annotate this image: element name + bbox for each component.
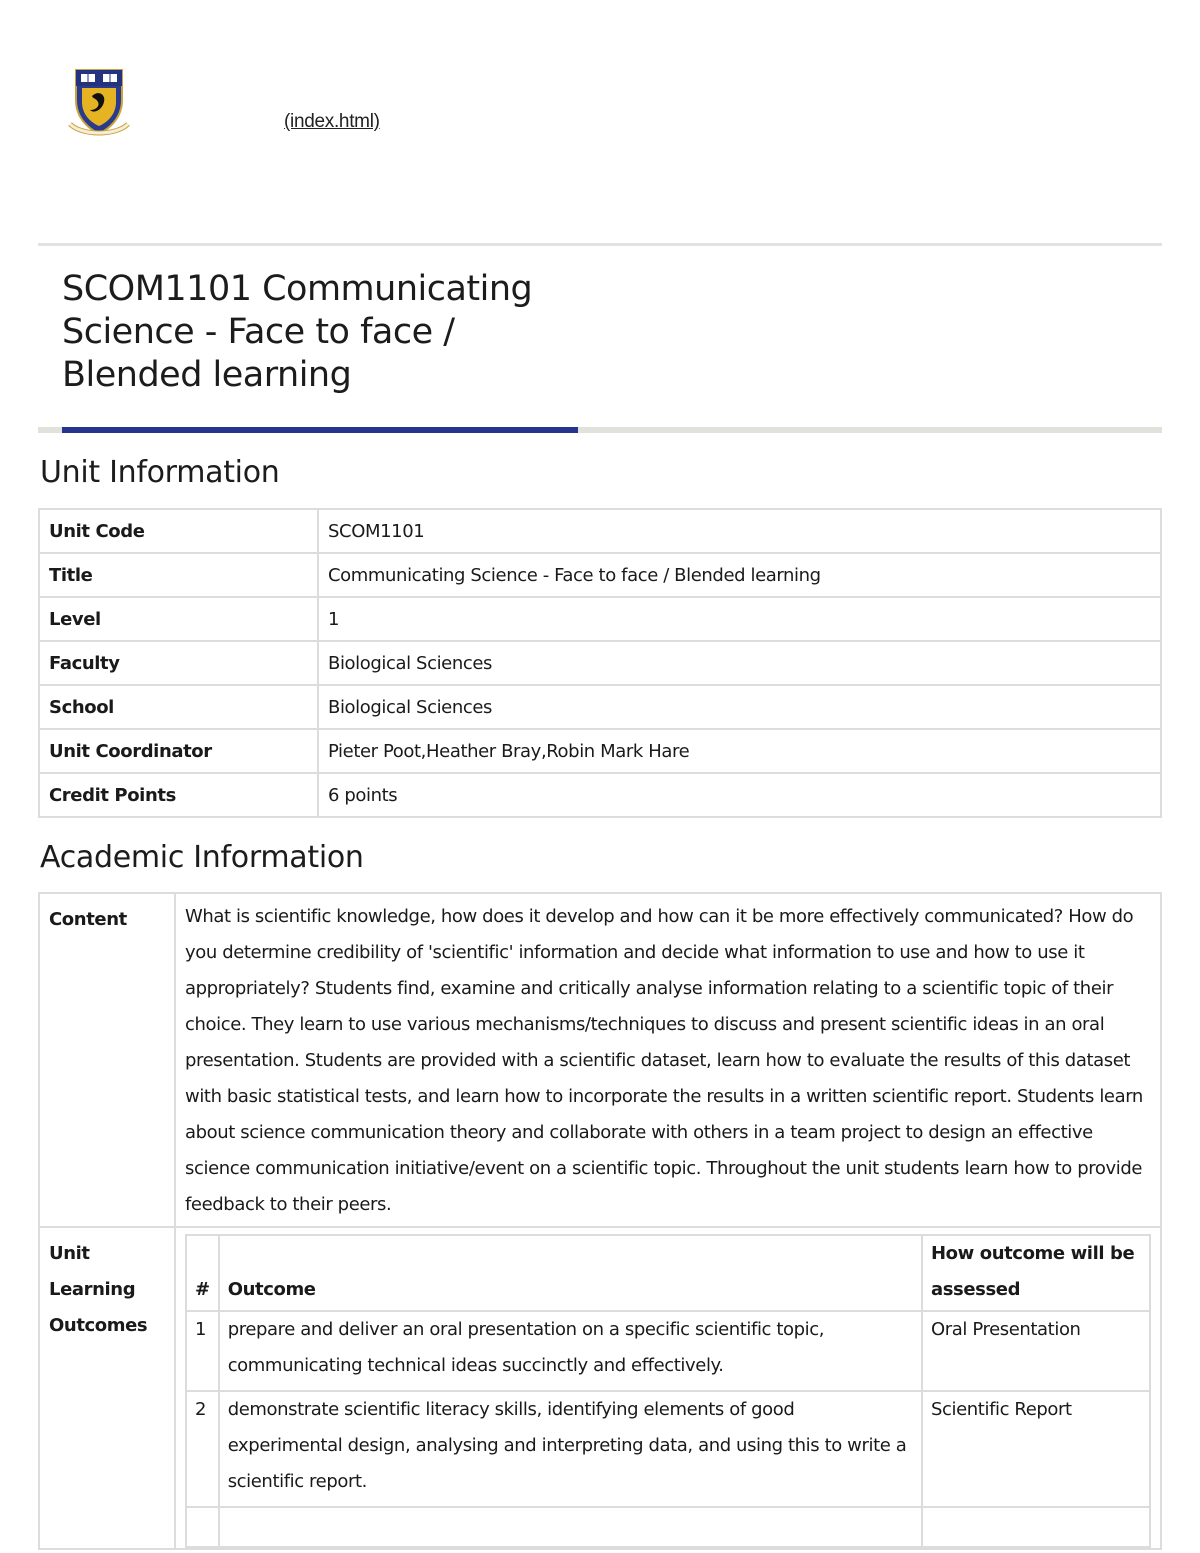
outcome-assessment-empty [922, 1507, 1150, 1547]
outcome-assessment: Scientific Report [922, 1391, 1150, 1507]
outcomes-cell [175, 1227, 1161, 1549]
outcome-number-empty [186, 1507, 219, 1547]
row-value: 6 points [318, 773, 1161, 817]
row-value: 1 [318, 597, 1161, 641]
row-label: Title [39, 553, 318, 597]
table-row [39, 893, 1161, 1227]
outcome-text: demonstrate scientific literacy skills, identifying elements of good experimental design, analysing and interpreting data, and using this to write a scientific report. [219, 1391, 922, 1507]
row-label: Level [39, 597, 318, 641]
row-label: School [39, 685, 318, 729]
outcome-assessment: Oral Presentation [922, 1311, 1150, 1391]
table-row [39, 773, 1161, 817]
column-header-assessment: How outcome will be assessed [922, 1235, 1150, 1311]
outcome-row [186, 1391, 1150, 1507]
outcome-number: 1 [186, 1311, 219, 1391]
row-label: Faculty [39, 641, 318, 685]
outcome-text-empty [219, 1507, 922, 1547]
column-header-number: # [186, 1235, 219, 1311]
title-accent-bar [62, 427, 578, 433]
outcomes-label: Unit Learning Outcomes [39, 1227, 175, 1549]
row-label: Credit Points [39, 773, 318, 817]
row-value: Biological Sciences [318, 641, 1161, 685]
content-text: What is scientific knowledge, how does it develop and how can it be more effectively communicated? How do you determine credibility of 'scientific' information and decide what information to use and how to use it appropriately? Students find, examine and critically analyse information relating to a scientific topic of their choice. They learn to use various mechanisms/techniques to discuss and present scientific ideas in an oral presentation. Students are provided with a scientific dataset, learn how to evaluate the results of this dataset with basic statistical tests, and learn how to incorporate the results in a written scientific report. Students learn about science communication theory and collaborate with others in a team project to design an effective science communication initiative/event on a scientific topic. Throughout the unit students learn how to provide feedback to their peers. [175, 893, 1161, 1227]
outcome-row [186, 1507, 1150, 1547]
table-row [39, 641, 1161, 685]
content-label: Content [39, 893, 175, 1227]
table-row [39, 1227, 1161, 1549]
row-label: Unit Code [39, 509, 318, 553]
column-header-outcome: Outcome [219, 1235, 922, 1311]
header-divider [38, 243, 1162, 246]
outcome-number: 2 [186, 1391, 219, 1507]
table-header-row [186, 1235, 1150, 1311]
university-crest-logo [68, 66, 130, 138]
table-row [39, 509, 1161, 553]
unit-information-table [38, 508, 1162, 818]
home-link[interactable]: (index.html) [284, 111, 380, 132]
outcome-text: prepare and deliver an oral presentation on a specific scientific topic, communicating technical ideas succinctly and effectively. [219, 1311, 922, 1391]
row-value: SCOM1101 [318, 509, 1161, 553]
table-row [39, 597, 1161, 641]
row-value: Biological Sciences [318, 685, 1161, 729]
page-title: SCOM1101 Communicating Science - Face to face / Blended learning [62, 269, 533, 395]
academic-information-heading: Academic Information [40, 840, 364, 875]
unit-information-heading: Unit Information [40, 455, 280, 490]
table-row [39, 553, 1161, 597]
learning-outcomes-table [185, 1234, 1151, 1548]
academic-information-table [38, 892, 1162, 1550]
outcome-row [186, 1311, 1150, 1391]
row-value: Communicating Science - Face to face / Blended learning [318, 553, 1161, 597]
row-label: Unit Coordinator [39, 729, 318, 773]
table-row [39, 685, 1161, 729]
table-row [39, 729, 1161, 773]
row-value: Pieter Poot,Heather Bray,Robin Mark Hare [318, 729, 1161, 773]
